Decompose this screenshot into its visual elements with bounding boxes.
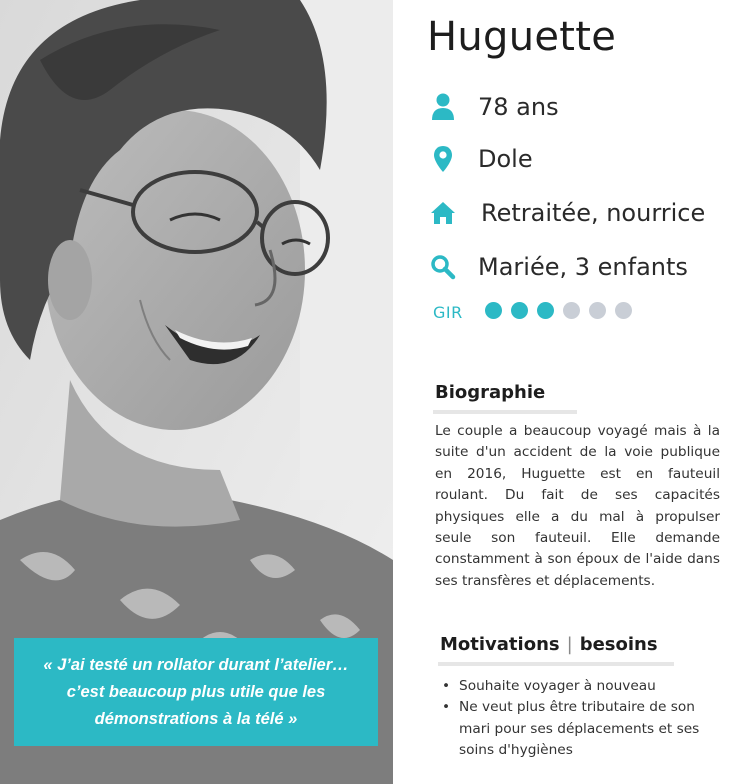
persona-name: Huguette xyxy=(427,14,617,60)
info-row-age xyxy=(430,92,559,122)
biography-text: Le couple a beaucoup voyagé mais à la suite d'un accident de la voie publique en 2016, Huguette est en fauteuil roulant. Du fait de ses capacités physiques elle a du mal à propulser seule son fauteuil. Elle demande constamment à son époux de l'aide dans ses transfères et déplacements. xyxy=(435,423,720,589)
info-row-family xyxy=(430,252,688,282)
gir-dot-empty xyxy=(615,302,632,319)
search-icon xyxy=(430,252,456,282)
needs-list xyxy=(440,676,722,762)
needs-title xyxy=(440,634,658,655)
family-text: Mariée, 3 enfants xyxy=(478,253,688,281)
gir-rating xyxy=(433,302,641,323)
gir-dot-filled xyxy=(485,302,502,319)
list-item: • Ne veut plus être tributaire de son mari pour ses déplacements et ses soins d'hygiènes xyxy=(440,697,722,761)
city-text: Dole xyxy=(478,145,533,173)
needs-title-separator: | xyxy=(566,634,573,655)
list-item: • Souhaite voyager à nouveau xyxy=(440,676,722,697)
gir-label: GIR xyxy=(433,303,463,322)
gir-dots xyxy=(485,302,641,323)
info-row-occupation xyxy=(430,198,705,228)
gir-dot-empty xyxy=(589,302,606,319)
info-row-city xyxy=(430,144,533,174)
needs-underline xyxy=(438,662,674,666)
age-text: 78 ans xyxy=(478,93,559,121)
location-pin-icon xyxy=(430,144,456,174)
quote-box xyxy=(14,638,378,746)
gir-dot-filled xyxy=(511,302,528,319)
occupation-text: Retraitée, nourrice xyxy=(481,199,706,227)
needs-title-right: besoins xyxy=(579,634,658,655)
home-icon xyxy=(430,198,456,228)
person-icon xyxy=(430,92,456,122)
gir-dot-filled xyxy=(537,302,554,319)
gir-dot-empty xyxy=(563,302,580,319)
biography-title: Biographie xyxy=(435,382,546,403)
biography-underline xyxy=(433,410,577,414)
needs-title-left: Motivations xyxy=(440,634,560,655)
quote-text: « J’ai testé un rollator durant l’atelier… c’est beaucoup plus utile que les démonstrations à la télé » xyxy=(43,655,349,728)
